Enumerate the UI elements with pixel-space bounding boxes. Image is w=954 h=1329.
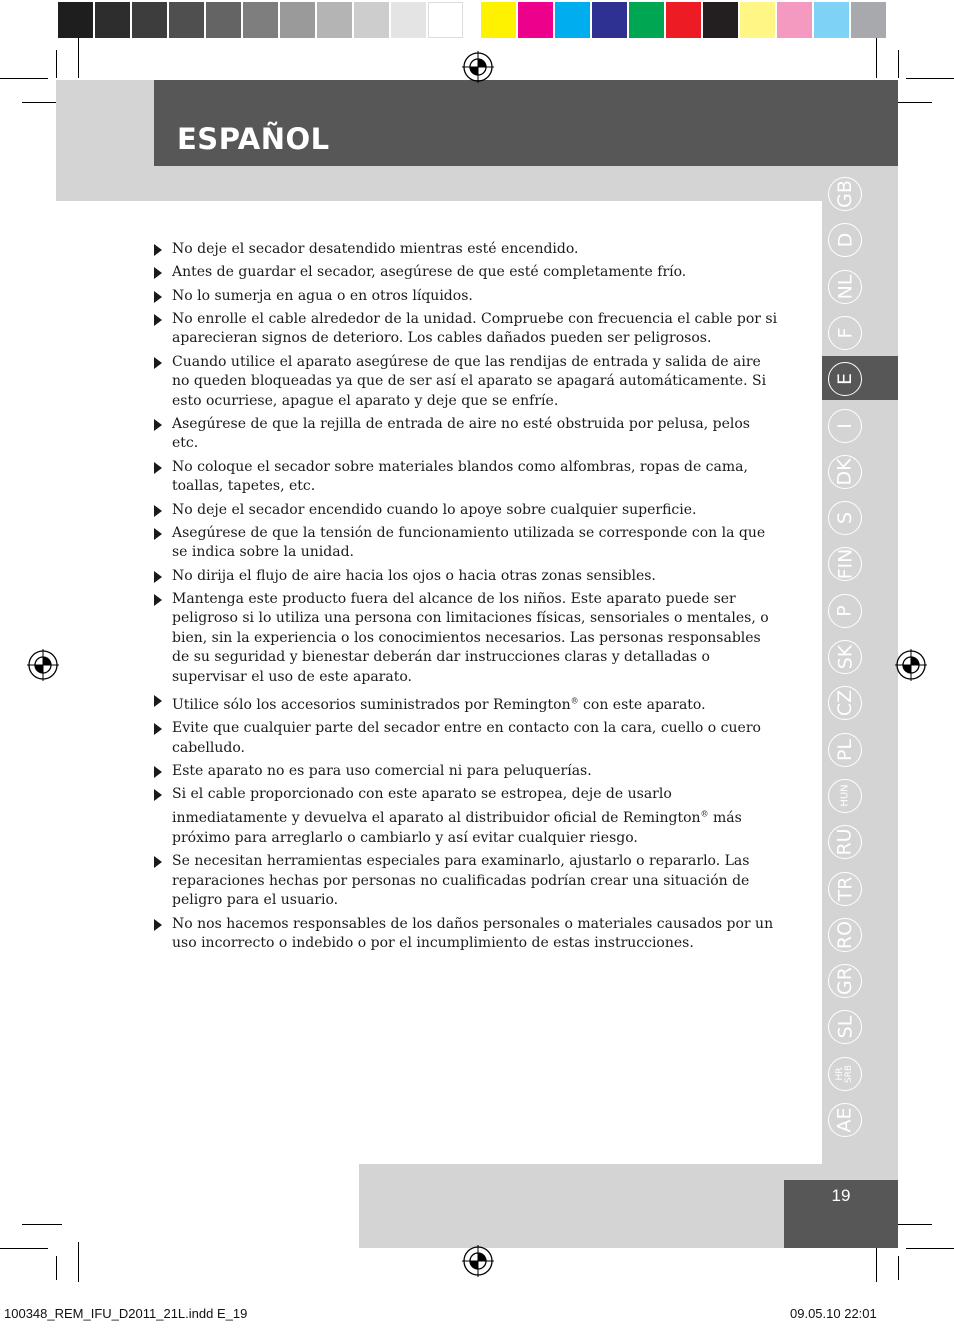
language-tab-label: NL — [834, 274, 856, 299]
registration-mark-icon — [27, 649, 59, 681]
language-tab-label: E — [833, 373, 856, 386]
language-tab-oval — [828, 640, 862, 674]
color-swatch — [391, 2, 426, 38]
language-tab-d[interactable] — [827, 223, 863, 257]
bullet-arrow-icon — [154, 723, 162, 735]
list-item-text: Mantenga este producto fuera del alcance de los niños. Este aparato puede ser peligroso si lo utiliza una persona con limitaciones físicas, sensoriales o mentales, o bien, sin la experiencia o los conocimientos necesarios. Las personas responsables de su seguridad y bienestar deberán dar instrucciones claras y detalladas o supervisar el uso de este aparato. — [172, 590, 769, 685]
list-item-text: No dirija el flujo de aire hacia los ojos o hacia otras zonas sensibles. — [172, 567, 656, 584]
language-tab-tr[interactable] — [827, 872, 863, 906]
language-tab-i[interactable] — [827, 409, 863, 443]
color-swatch — [428, 2, 463, 38]
file-slug: 100348_REM_IFU_D2011_21L.indd E_19 — [4, 1306, 248, 1321]
language-tab-oval — [828, 316, 862, 350]
color-swatch — [555, 2, 590, 38]
bullet-arrow-icon — [154, 291, 162, 303]
list-item-text: Si el cable proporcionado con este aparato se estropea, deje de usarlo inmediatamente y devuelva el aparato al distribuidor oficial de Remington® más próximo para arreglarlo o cambiarlo y así evitar cualquier riesgo. — [172, 786, 742, 846]
color-swatch — [58, 2, 93, 38]
language-tab-sk[interactable] — [827, 640, 863, 674]
language-tab-hr-srb[interactable] — [827, 1057, 863, 1091]
language-tab-oval — [828, 918, 862, 952]
list-item-text: Asegúrese de que la tensión de funcionamiento utilizada se corresponde con la que se indica sobre la unidad. — [172, 524, 766, 561]
crop-mark — [906, 1248, 954, 1249]
language-tab-label: PL — [833, 738, 856, 761]
crop-mark — [876, 1242, 877, 1282]
bullet-arrow-icon — [154, 267, 162, 279]
language-tab-label: I — [833, 422, 856, 429]
crop-mark — [906, 78, 954, 79]
list-item — [153, 915, 778, 954]
list-item-text: Evite que cualquier parte del secador entre en contacto con la cara, cuello o cuero cabelludo. — [172, 720, 761, 756]
language-tab-cz[interactable] — [827, 686, 863, 720]
language-tab-label: P — [834, 604, 856, 617]
color-swatch — [95, 2, 130, 38]
list-item — [153, 785, 778, 848]
list-item — [153, 287, 778, 307]
bullet-arrow-icon — [154, 357, 162, 369]
language-tab-oval — [828, 455, 862, 489]
language-tab-pl[interactable] — [827, 733, 863, 767]
list-item — [153, 524, 778, 563]
page-title: ESPAÑOL — [177, 122, 330, 156]
list-item-text: Este aparato no es para uso comercial ni para peluquerías. — [172, 763, 592, 780]
bullet-arrow-icon — [154, 528, 162, 540]
language-tab-hun[interactable] — [827, 779, 863, 813]
color-swatch — [703, 2, 738, 38]
language-tab-oval — [828, 362, 862, 396]
crop-mark — [898, 1256, 899, 1280]
language-tab-f[interactable] — [827, 316, 863, 350]
color-swatch — [280, 2, 315, 38]
language-tab-ae[interactable] — [827, 1103, 863, 1137]
color-swatch — [592, 2, 627, 38]
list-item — [153, 240, 778, 260]
language-tab-oval — [828, 409, 862, 443]
language-tab-ru[interactable] — [827, 825, 863, 859]
language-tab-label: AE — [833, 1107, 856, 1133]
language-tab-label: RU — [833, 828, 856, 856]
language-tab-s[interactable] — [827, 501, 863, 535]
list-item — [153, 567, 778, 587]
language-tab-label: GR — [834, 967, 856, 996]
crop-mark — [892, 1224, 932, 1225]
crop-mark — [22, 1224, 62, 1225]
crop-mark — [56, 50, 57, 78]
list-item-text: No deje el secador desatendido mientras esté encendido. — [172, 241, 579, 257]
list-item — [153, 310, 778, 349]
list-item-text: No deje el secador encendido cuando lo apoye sobre cualquier superficie. — [172, 501, 697, 518]
language-tab-oval — [828, 825, 862, 859]
color-calibration-bar — [58, 2, 886, 38]
language-tab-label: HUN — [839, 784, 851, 808]
language-tab-p[interactable] — [827, 594, 863, 628]
color-swatch — [518, 2, 553, 38]
crop-mark — [876, 38, 877, 78]
language-tab-label: D — [833, 232, 856, 248]
registration-mark-icon — [462, 1245, 494, 1277]
language-tab-oval — [828, 223, 862, 257]
crop-mark — [56, 1256, 57, 1280]
color-swatch — [666, 2, 701, 38]
registration-mark-icon — [462, 51, 494, 83]
language-tab-gr[interactable] — [827, 964, 863, 998]
language-tab-oval — [828, 964, 862, 998]
page-number: 19 — [831, 1186, 851, 1205]
language-tab-oval — [828, 547, 862, 581]
list-item — [153, 458, 778, 497]
color-swatch — [354, 2, 389, 38]
language-tab-label: TR — [834, 876, 856, 901]
list-item-text: No enrolle el cable alrededor de la unidad. Compruebe con frecuencia el cable por si aparecieran signos de deterioro. Los cables dañados pueden ser peligrosos. — [172, 310, 778, 347]
language-tab-oval — [828, 177, 862, 211]
language-tab-label: SL — [834, 1016, 856, 1039]
crop-mark — [898, 50, 899, 78]
color-swatch — [777, 2, 812, 38]
list-item-text: Cuando utilice el aparato asegúrese de que las rendijas de entrada y salida de aire no queden bloqueadas ya que de ser así el aparato se apagará automáticamente. Si esto ocurriese, apague el aparato y deje que se enfríe. — [172, 353, 767, 409]
language-tab-oval — [828, 270, 862, 304]
registration-mark-icon — [895, 649, 927, 681]
bullet-arrow-icon — [154, 571, 162, 583]
bullet-arrow-icon — [154, 594, 162, 606]
color-swatch — [317, 2, 352, 38]
list-item — [153, 415, 778, 454]
language-tab-oval — [828, 686, 862, 720]
language-tab-oval — [828, 872, 862, 906]
language-tab-e[interactable] — [827, 362, 863, 396]
color-swatch — [169, 2, 204, 38]
language-tab-oval — [828, 1103, 862, 1137]
language-tab-label: HR SRB — [834, 1064, 854, 1083]
language-tab-oval — [828, 1010, 862, 1044]
language-tab-ro[interactable] — [827, 918, 863, 952]
language-tab-fin[interactable] — [827, 547, 863, 581]
crop-mark — [892, 102, 932, 103]
list-item — [153, 353, 778, 412]
safety-instructions-list — [153, 240, 778, 957]
language-tab-oval — [828, 733, 862, 767]
language-tab-oval — [828, 779, 862, 813]
list-item — [153, 762, 778, 782]
bullet-arrow-icon — [154, 505, 162, 517]
language-tab-label: FIN — [834, 549, 856, 580]
language-tab-label: SK — [834, 644, 856, 670]
crop-mark — [78, 38, 79, 78]
crop-mark — [0, 78, 48, 79]
language-tab-dk[interactable] — [827, 455, 863, 489]
color-swatch — [629, 2, 664, 38]
list-item-text: Se necesitan herramientas especiales para examinarlo, ajustarlo o repararlo. Las reparaciones hechas por personas no cualificadas podrían crear una situación de peligro para el usuario. — [172, 853, 750, 909]
swatch-gap — [465, 2, 479, 38]
bullet-arrow-icon — [154, 314, 162, 326]
bullet-arrow-icon — [154, 919, 162, 931]
list-item — [153, 691, 778, 715]
list-item — [153, 263, 778, 283]
list-item-text: Antes de guardar el secador, asegúrese de que esté completamente frío. — [172, 264, 687, 281]
language-tab-label: DK — [834, 458, 856, 486]
color-swatch — [851, 2, 886, 38]
list-item — [153, 852, 778, 911]
color-swatch — [740, 2, 775, 38]
language-tab-label: S — [834, 512, 856, 525]
language-tab-gb[interactable] — [827, 177, 863, 211]
bullet-arrow-icon — [154, 462, 162, 474]
bullet-arrow-icon — [154, 244, 162, 256]
language-tab-label: GB — [833, 180, 856, 208]
list-item-text: No lo sumerja en agua o en otros líquidos. — [172, 287, 473, 304]
language-tab-label: RO — [833, 920, 856, 949]
language-tab-nl[interactable] — [827, 270, 863, 304]
list-item-text: No nos hacemos responsables de los daños personales o materiales causados por un uso incorrecto o indebido o por el incumplimiento de estas instrucciones. — [172, 915, 774, 952]
bullet-arrow-icon — [154, 419, 162, 431]
bullet-arrow-icon — [154, 789, 162, 801]
language-tab-oval — [828, 1057, 862, 1091]
list-item-text: Utilice sólo los accesorios suministrados por Remington® con este aparato. — [172, 696, 706, 713]
bullet-arrow-icon — [154, 856, 162, 868]
bullet-arrow-icon — [154, 766, 162, 778]
color-swatch — [206, 2, 241, 38]
language-tab-sl[interactable] — [827, 1010, 863, 1044]
crop-mark — [78, 1242, 79, 1282]
language-tab-label: F — [834, 327, 856, 339]
bullet-arrow-icon — [154, 695, 162, 707]
language-tab-oval — [828, 594, 862, 628]
print-timestamp: 09.05.10 22:01 — [790, 1306, 877, 1321]
crop-mark — [0, 1248, 48, 1249]
list-item-text: No coloque el secador sobre materiales blandos como alfombras, ropas de cama, toallas, tapetes, etc. — [172, 458, 748, 495]
color-swatch — [814, 2, 849, 38]
list-item — [153, 501, 778, 521]
color-swatch — [132, 2, 167, 38]
list-item — [153, 590, 778, 688]
list-item — [153, 719, 778, 758]
language-tab-oval — [828, 501, 862, 535]
list-item-text: Asegúrese de que la rejilla de entrada de aire no esté obstruida por pelusa, pelos etc. — [172, 415, 750, 452]
color-swatch — [243, 2, 278, 38]
color-swatch — [481, 2, 516, 38]
language-tab-label: CZ — [833, 690, 856, 717]
